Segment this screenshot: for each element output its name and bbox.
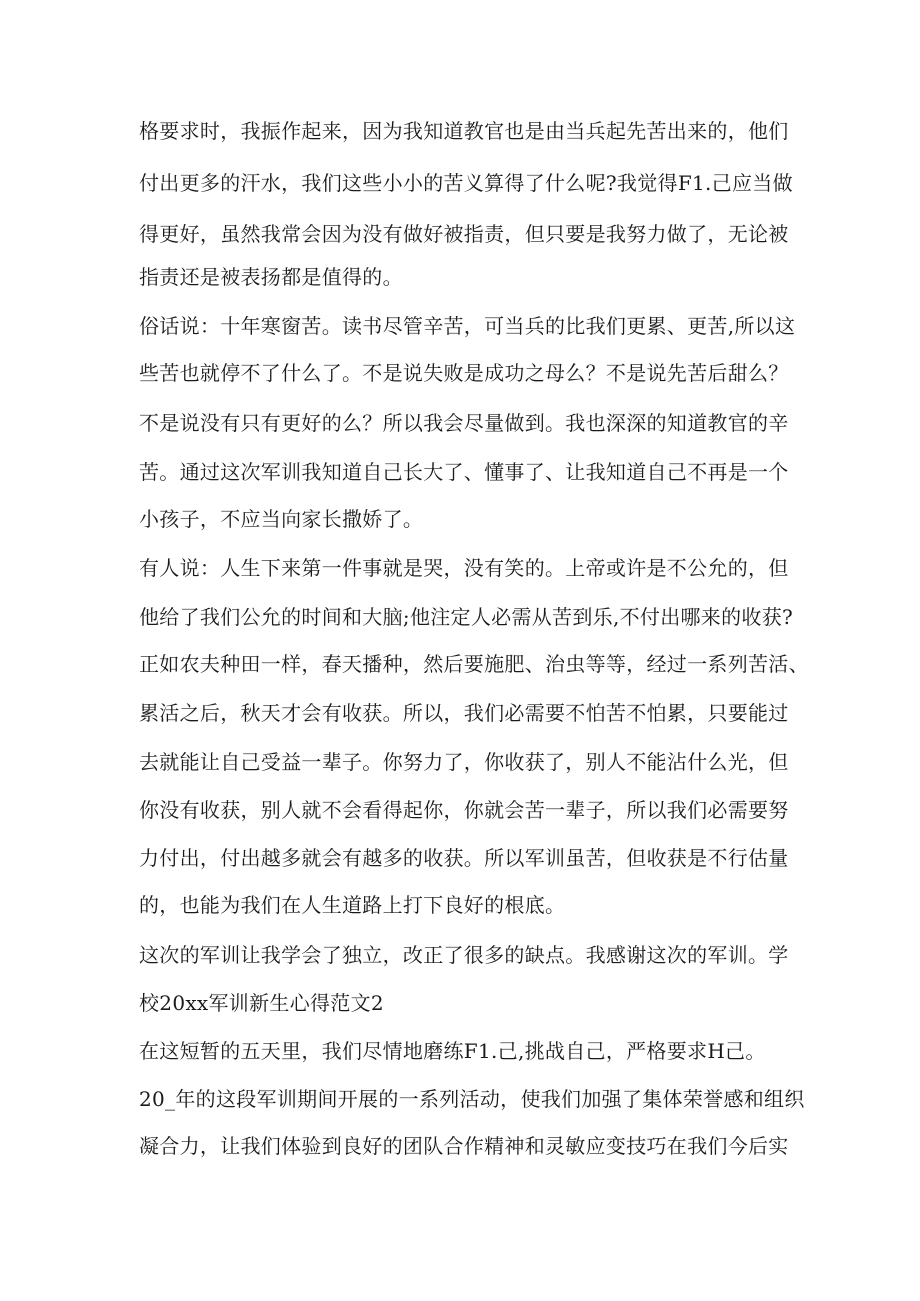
paragraph-line: 有人说：人生下来第一件事就是哭，没有笑的。上帝或许是不公允的，但 [139,556,789,580]
paragraph-line: 20_年的这段军训期间开展的一系列活动，使我们加强了集体荣誉感和组织 [139,1087,805,1111]
paragraph-line: 在这短暂的五天里，我们尽情地磨练F1.己,挑战自己，严格要求H己。 [139,1039,766,1063]
paragraph-line: 不是说没有只有更好的么？所以我会尽量做到。我也深深的知道教官的辛 [139,411,789,435]
paragraph-line: 累活之后，秋天才会有收获。所以，我们必需要不怕苦不怕累，只要能过 [139,701,789,725]
paragraph-line: 的，也能为我们在人生道路上打下良好的根底。 [139,893,566,917]
paragraph-line: 得更好，虽然我常会因为没有做好被指责，但只要是我努力做了，无论被 [139,222,789,246]
section-title-line: 校20xx军训新生心得范文2 [139,991,384,1015]
paragraph-line: 指责还是被表扬都是值得的。 [139,265,403,289]
paragraph-line: 力付出，付出越多就会有越多的收获。所以军训虽苦，但收获是不行估量 [139,846,789,870]
paragraph-line: 些苦也就停不了什么了。不是说失败是成功之母么？不是说先苦后甜么？ [139,361,789,385]
paragraph-line: 小孩子，不应当向家长撒娇了。 [139,507,424,531]
paragraph-line: 苦。通过这次军训我知道自己长大了、懂事了、让我知道自己不再是一个 [139,460,789,484]
paragraph-line: 他给了我们公允的时间和大脑;他注定人必需从苦到乐,不付出哪来的收获? [139,605,794,629]
paragraph-line: 正如农夫种田一样，春天播种，然后要施肥、治虫等等，经过一系列苦活、 [139,652,809,676]
paragraph-line: 俗话说：十年寒窗苦。读书尽管辛苦，可当兵的比我们更累、更苦,所以这 [139,314,796,338]
paragraph-line: 凝合力，让我们体验到良好的团队合作精神和灵敏应变技巧在我们今后实 [139,1134,789,1158]
paragraph-line: 付出更多的汗水，我们这些小小的苦义算得了什么呢?我觉得F1.己应当做 [139,171,793,195]
paragraph-line: 这次的军训让我学会了独立，改正了很多的缺点。我感谢这次的军训。学 [139,943,789,967]
paragraph-line: 你没有收获，别人就不会看得起你，你就会苦一辈子，所以我们必需要努 [139,798,789,822]
paragraph-line: 去就能让自己受益一辈子。你努力了，你收获了，别人不能沾什么光，但 [139,750,789,774]
paragraph-line: 格要求时，我振作起来，因为我知道教官也是由当兵起先苦出来的，他们 [139,119,789,143]
